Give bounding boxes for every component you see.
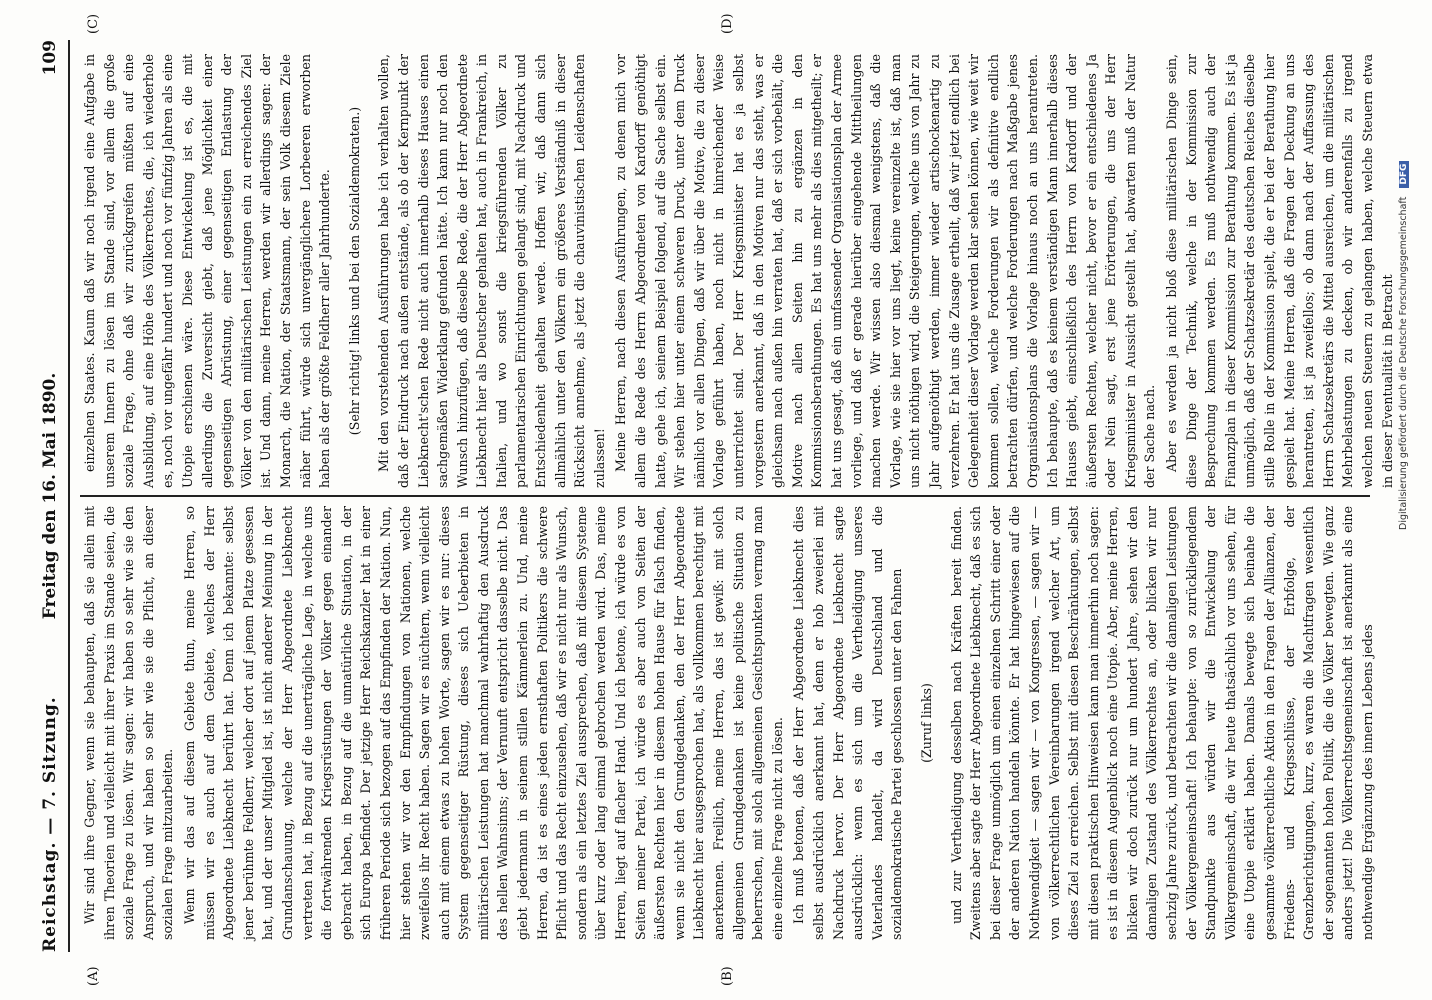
paragraph: einzelnen Staates. Kaum daß wir noch irgend eine Aufgabe in unserem Innern zu lösen im Stande sind, vor allem die große soziale Frage, ohne daß wir zurückgreifen müßten auf eine Ausbildung, auf eine Höhe des Völkerrechtes, die, ich wiederhole es, noch vor ungefähr hundert und noch vor fünfzig Jahren als eine Utopie erschienen wäre. Diese Entwickelung ist es, die mit allerdings die Zuversicht giebt, daß jene Möglichkeit einer gegenseitigen Abrüstung, einer gegenseitigen Entlastung der Völker von den militärischen Leistungen ein zu erreichendes Ziel ist. Und dann, meine Herren, werden wir allerdings sagen: der Monarch, die Nation, der Staatsmann, der sein Volk diesem Ziele näher führt, würde sich unvergänglichere Lorbeeren erworben haben als der größte Feldherr aller Jahrhunderte. bbox=[82, 54, 333, 488]
margin-marker-c: (C) bbox=[86, 13, 101, 34]
paragraph: und zur Vertheidigung desselben nach Kräften bereit finden. Zweitens aber sagte der Herr Abgeordnete Liebknecht, daß es sich bei dieser Frage unmöglich um einen einzelnen Schritt einer oder der anderen Nation handeln könnte. Er hat hingewiesen auf die Nothwendigkeit — sagen wir — von Kongressen, — sagen wir — von völkerrechtlichen Vereinbarungen irgend welcher Art, um dieses Ziel zu erreichen. Selbst mit diesen Beschränkungen, selbst mit diesen praktischen Hinweisen kann man immerhin noch sagen: es ist in diesem Augenblick noch eine Utopie. Aber, meine Herren, blicken wir doch zurück nur um hundert Jahre, sehen wir den damaligen Zustand des Völkerrechtes an, oder blicken wir nur sechzig Jahre zurück, und betrachten wir die damaligen Leistungen der Völkergemeinschaft! Ich behaupte: von so zurückliegendem Standpunkte aus würden wir die Entwickelung der Völkergemeinschaft, die wir heute thatsächlich vor uns sehen, für eine Utopie erklärt haben. Damals bewegte sich beinahe die gesammte völkerrechtliche Aktion in den Fragen der Allianzen, der Friedens- und Kriegsschlüsse, der Erbfolge, der Grenzberichtigungen, kurz, es waren die Machtfragen wesentlich der sogenannten hohen Politik, die die Völker bewegten. Wie ganz anders jetzt! Die Völkerrechtsgemeinschaft ist anerkannt als eine nothwendige Ergänzung des innern Lebens jedes bbox=[948, 506, 1375, 940]
margin-marker-d: (D) bbox=[720, 13, 735, 34]
paragraph: Aber es werden ja nicht bloß diese militärischen Dinge sein, diese Dinge der Technik, welche in der Kommission zur Besprechung kommen werden. Es muß nothwendig auch der Finanzplan in dieser Kommission zur Berathung kommen. Es ist ja unmöglich, daß der Schatzsekretär des deutschen Reiches dieselbe stille Rolle in der Kommission spielt, die er bei der Berathung hier gespielt hat. Meine Herren, daß die Fragen der Deckung an uns herantreten, ist ja zweifellos; ob dann nach der Auffassung des Herrn Schatzsekretärs die Mittel ausreichen, um die militärischen Mehrbelastungen zu decken, ob wir anderenfalls zu irgend welchen neuen Steuern zu gelangen haben, welche Steuern etwa in dieser Eventualität in Betracht bbox=[1164, 54, 1395, 488]
interjection: (Zuruf links) bbox=[918, 683, 934, 763]
page-number: 109 bbox=[40, 40, 60, 76]
dfg-logo: DFG bbox=[1399, 161, 1409, 188]
right-column bbox=[80, 54, 1395, 488]
digitization-text: Digitalisierung gefördert durch die Deutsche Forschungsgemeinschaft bbox=[1398, 196, 1409, 530]
header-rule bbox=[68, 40, 70, 952]
column-divider bbox=[80, 495, 1370, 497]
paragraph: Ich muß betonen, daß der Herr Abgeordnete Liebknecht dies selbst ausdrücklich anerkannt hat, denn er hob zweierlei mit Nachdruck hervor. Der Herr Abgeordnete Liebknecht sagte ausdrücklich: wenn es sich um die Vertheidigung unseres Vaterlandes handelt, da wird Deutschland und die sozialdemokratische Partei geschlossen unter den Fahnen bbox=[791, 506, 905, 940]
applause-note: (Sehr richtig! links und bei den Sozialdemokraten.) bbox=[346, 106, 362, 436]
page-header bbox=[40, 40, 64, 952]
digitization-note bbox=[1398, 161, 1409, 530]
paragraph: Meine Herren, nach diesen Ausführungen, zu denen mich vor allem die Rede des Herrn Abgeordneten von Kardorff genöthigt hatte, gehe ich, seinem Beispiel folgend, auf die Sache selbst ein. Wir stehen hier unter einem schweren Druck, unter dem Druck nämlich vor allen Dingen, daß wir über die Motive, die zu dieser Vorlage geführt haben, noch nicht in hinreichender Weise unterrichtet sind. Der Herr Kriegsminister hat es ja selbst vorgestern anerkannt, daß in den Motiven nur das steht, was er gleichsam nach außen hin verraten hat, daß er sich vorbehält, die Motive nach allen Seiten hin zu ergänzen in den Kommissionsberathungen. Es hat uns mehr als dies mitgetheilt; er hat uns gesagt, daß ein umfassender Organisationsplan der Armee vorliege, und daß er gerade hierüber eingehende Mittheilungen machen werde. Wir wissen also diesmal wenigstens, daß die Vorlage, wie sie hier vor uns liegt, keine vereinzelte ist, daß man uns nicht nöthigen wird, die Steigerungen, welche uns von Jahr zu Jahr aufgenöthigt werden, immer wieder artischockenartig zu verzehren. Er hat uns die Zusage ertheilt, daß wir jetzt endlich bei Gelegenheit dieser Vorlage werden klar sehen können, wie weit wir kommen sollen, welche Forderungen wir als definitive endlich betrachten dürfen, und welche Forderungen nach Maßgabe jenes Organisationsplans die Vorlage hinaus noch an uns herantreten. Ich behaupte, daß es keinem verständigen Mann innerhalb dieses Hauses giebt, einschließlich des Herrn von Kardorff und der äußersten Rechten, welcher nicht, bevor er ein entschiedenes Ja oder Nein sagt, erst jene Erörterungen, die uns der Herr Kriegsminister in Aussicht gestellt hat, abwarten muß der Natur der Sache nach. bbox=[613, 54, 1158, 488]
header-left: Reichstag. — 7. Sitzung. bbox=[40, 696, 60, 952]
header-date: Freitag den 16. Mai 1890. bbox=[40, 372, 60, 620]
paragraph: Wenn wir das auf diesem Gebiete thun, meine Herren, so müssen wir es auch auf dem Gebiete, welches der Herr Abgeordnete Liebknecht berührt hat. Denn ich bekannte: selbst jener berühmte Feldherr, welcher dort auf jenem Platze gesessen hat, und der unser Mitglied ist, ist nicht anderer Meinung in der Grundanschauung, welche der Herr Abgeordnete Liebknecht vertreten hat, in Bezug auf die unerträgliche Lage, in welche uns die fortwährenden Kriegsrüstungen der Völker gegen einander gebracht haben, in Bezug auf die unnatürliche Situation, in der sich Europa befindet. Der jetzige Herr Reichskanzler hat in einer früheren Periode sich bezogen auf das Empfinden der Nation. Nun, hier stehen wir vor den Empfindungen von Nationen, welche zweifellos ihr Recht haben. Sagen wir es nüchtern, wenn vielleicht auch mit einem etwas zu hohen Worte, sagen wir es nur: dieses System gegenseitiger Rüstung, dieses sich Ueberbieten in militärischen Leistungen hat manchmal wahrhaftig den Ausdruck des hellen Wahnsinns; der Vernunft entspricht dasselbe nicht. Das giebt jedermann in seinem stillen Kämmerlein zu. Und, meine Herren, da ist es eines jeden ernsthaften Politikers die schwere Pflicht und das Recht einzusehen, daß wir es nicht nur als Wunsch, sondern als ein letztes Ziel aussprechen, daß mit diesem Systeme über kurz oder lang einmal gebrochen werden wird. Das, meine Herren, liegt auf flacher Hand. Und ich betone, ich würde es von Seiten meiner Partei, ich würde es aber auch von Seiten der äußersten Rechten hier in diesem hohen Hause für falsch finden, wenn sie nicht den Grundgedanken, den der Herr Abgeordnete Liebknecht hier ausgesprochen hat, als vollkommen berechtigt mit anerkennen. Freilich, meine Herren, das ist gewiß: mit solch allgemeinen Grundgedanken ist keine politische Situation zu beherrschen, mit solch allgemeinen Gesichtspunkten vermag man eine einzelne Frage nicht zu lösen. bbox=[181, 506, 785, 940]
paragraph: Mit den vorstehenden Ausführungen habe ich verhalten wollen, daß der Eindruck nach außen entstände, als ob der Kernpunkt der Liebknecht'schen Rede nicht auch innerhalb dieses Hauses einen sachgemäßen Widerklang gefunden hätte. Ich kann nur noch den Wunsch hinzufügen, daß dieselbe Rede, die der Herr Abgeordnete Liebknecht hier als Deutscher gehalten hat, auch in Frankreich, in Italien, und wo sonst die kriegsführenden Völker zu parlamentarischen Einrichtungen gelangt sind, mit Nachdruck und Entschiedenheit gehalten werde. Hoffen wir, daß dann sich allmählich unter den Völkern ein größeres Verständniß in dieser Rücksicht annehme, als jetzt die chauvinistischen Leidenschaften zulassen! bbox=[376, 54, 607, 488]
margin-marker-a: (A) bbox=[86, 966, 101, 986]
margin-marker-b: (B) bbox=[720, 966, 735, 986]
left-column bbox=[80, 506, 1375, 940]
paragraph: Wir sind ihre Gegner, wenn sie behaupten, daß sie allein mit ihren Theorien und vielleicht mit ihrer Praxis im Stande seien, die soziale Frage zu lösen. Wir sagen: wir haben so sehr wie sie den Anspruch, und wir haben so sehr wie sie die Pflicht, an dieser sozialen Frage mitzuarbeiten. bbox=[82, 506, 176, 940]
